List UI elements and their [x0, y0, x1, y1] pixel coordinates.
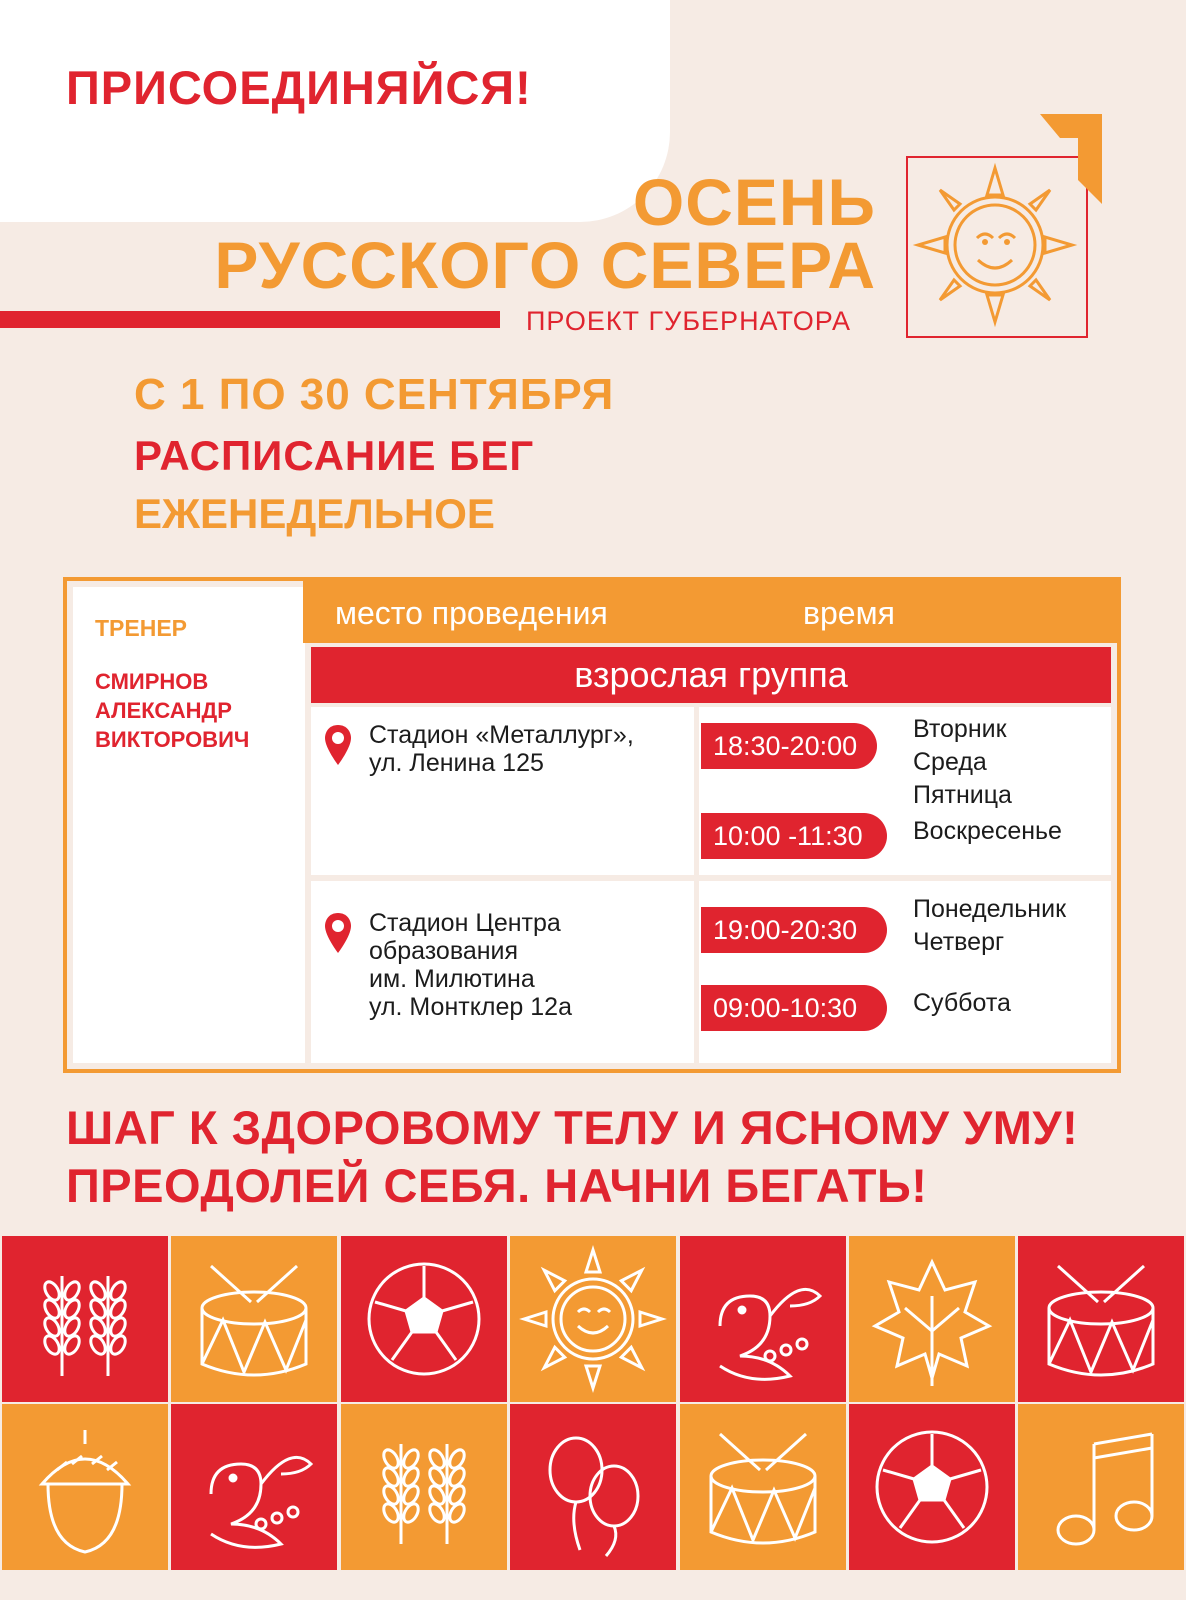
- drum-icon: [680, 1404, 846, 1570]
- logo-title-line2: РУССКОГО СЕВЕРА: [214, 228, 876, 302]
- time-badge: 09:00-10:30: [701, 985, 887, 1031]
- venue-cell: [311, 707, 694, 875]
- table-header: [303, 581, 1118, 643]
- column-header-time: время: [803, 595, 895, 631]
- sun-icon: [510, 1236, 676, 1402]
- venue-cell: [311, 881, 694, 1063]
- bird-icon: [171, 1404, 337, 1570]
- sun-icon: [910, 160, 1080, 330]
- time-cell: [699, 707, 1111, 875]
- date-range: С 1 ПО 30 СЕНТЯБРЯ: [134, 370, 615, 419]
- time-badge: 18:30-20:00: [701, 723, 877, 769]
- location-pin-icon: [323, 723, 353, 767]
- schedule-frequency: ЕЖЕНЕДЕЛЬНОЕ: [134, 490, 495, 537]
- balloons-icon: [510, 1404, 676, 1570]
- time-badge: 19:00-20:30: [701, 907, 887, 953]
- group-banner: взрослая группа: [311, 647, 1111, 703]
- venue-address: Стадион «Металлург», ул. Ленина 125: [369, 721, 634, 777]
- schedule-title: РАСПИСАНИЕ БЕГ: [134, 432, 535, 479]
- location-pin-icon: [323, 911, 353, 955]
- ball-icon: [849, 1404, 1015, 1570]
- time-cell: [699, 881, 1111, 1063]
- slogan-line1: ШАГ К ЗДОРОВОМУ ТЕЛУ И ЯСНОМУ УМУ!: [66, 1101, 1079, 1154]
- wheat-icon: [2, 1236, 168, 1402]
- trainer-label: ТРЕНЕР: [95, 615, 188, 641]
- column-header-place: место проведения: [335, 595, 608, 631]
- ball-icon: [341, 1236, 507, 1402]
- trainer-column: [73, 587, 305, 1063]
- logo-title-line1: ОСЕНЬ: [632, 165, 876, 239]
- weekday-list: Вторник Среда Пятница: [913, 715, 1012, 809]
- acorn-icon: [2, 1404, 168, 1570]
- schedule-table: [63, 577, 1121, 1073]
- wheat-icon: [341, 1404, 507, 1570]
- logo-subtitle: ПРОЕКТ ГУБЕРНАТОРА: [526, 306, 851, 336]
- drum-icon: [1018, 1236, 1184, 1402]
- leaf-icon: [849, 1236, 1015, 1402]
- weekday-list: Понедельник Четверг: [913, 895, 1067, 956]
- logo-underline: [0, 311, 500, 328]
- join-heading: ПРИСОЕДИНЯЙСЯ!: [66, 61, 532, 114]
- drum-icon: [171, 1236, 337, 1402]
- music-note-icon: [1018, 1404, 1184, 1570]
- weekday-list: Суббота: [913, 989, 1011, 1017]
- time-badge: 10:00 -11:30: [701, 813, 887, 859]
- icon-tiles: [0, 1236, 1186, 1600]
- venue-address: Стадион Центра образования им. Милютина ул. Монтклер 12а: [369, 909, 572, 1021]
- trainer-name: СМИРНОВ АЛЕКСАНДР ВИКТОРОВИЧ: [95, 669, 250, 752]
- weekday-list: Воскресенье: [913, 817, 1062, 845]
- slogan-line2: ПРЕОДОЛЕЙ СЕБЯ. НАЧНИ БЕГАТЬ!: [66, 1159, 928, 1212]
- bird-icon: [680, 1236, 846, 1402]
